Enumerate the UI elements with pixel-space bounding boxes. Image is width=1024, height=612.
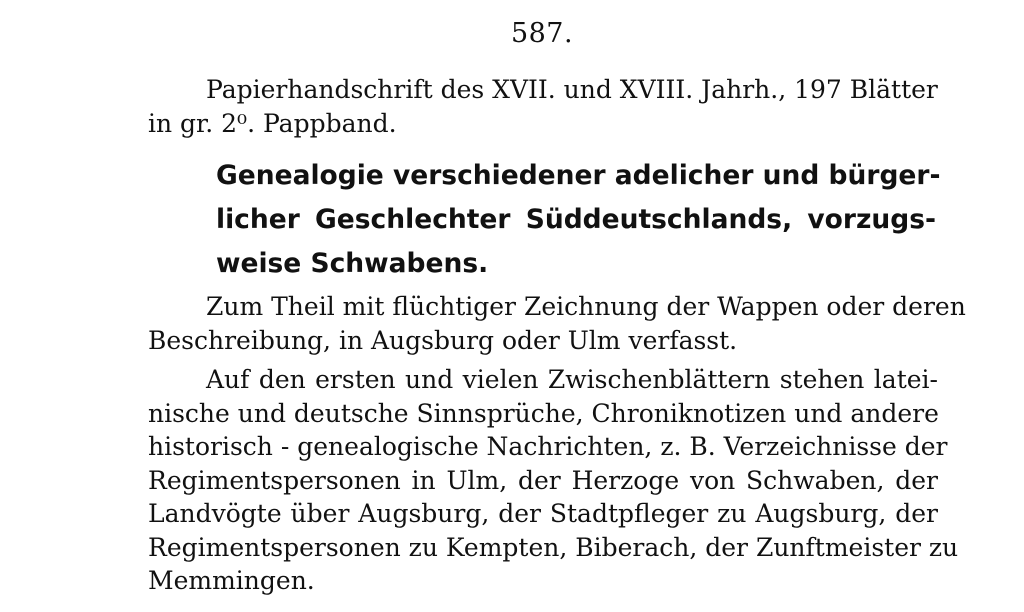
- paragraph-2-line-6: Regimentspersonen zu Kempten, Biberach, der Zunftmeister zu: [148, 532, 959, 562]
- paragraph-2: [148, 363, 959, 598]
- title-line-3: weise Schwabens.: [216, 248, 489, 279]
- page-number: 587.: [510, 18, 574, 49]
- title-line-1: Genealogie verschiedener adelicher und bürger-: [216, 160, 941, 191]
- meta-line-2: in gr. 2⁰. Pappband.: [148, 108, 397, 138]
- paragraph-1-line-1: Zum Theil mit flüchtiger Zeichnung der Wappen oder deren: [206, 292, 966, 321]
- paragraph-2-line-1: Auf den ersten und vielen Zwischenblättern stehen latei-: [206, 365, 938, 394]
- paragraph-1-line-2: Beschreibung, in Augsburg oder Ulm verfasst.: [148, 325, 738, 355]
- paragraph-2-line-3: historisch - genealogische Nachrichten, z. B. Verzeichnisse der: [148, 432, 948, 461]
- paragraph-2-line-4: Regimentspersonen in Ulm, der Herzoge von Schwaben, der: [148, 465, 938, 495]
- paragraph-1: [148, 290, 966, 357]
- manuscript-description: [148, 73, 938, 140]
- entry-title: [216, 154, 941, 286]
- paragraph-2-line-2: nische und deutsche Sinnsprüche, Chroniknotizen und andere: [148, 398, 939, 428]
- paragraph-2-line-7: Memmingen.: [148, 566, 315, 595]
- paragraph-2-line-5: Landvögte über Augsburg, der Stadtpfleger zu Augsburg, der: [148, 499, 938, 528]
- title-line-2: licher Geschlechter Süddeutschlands, vorzugs-: [216, 204, 936, 235]
- meta-line-1-text: Papierhandschrift des XVII. und XVIII. Jahrh., 197 Blätter: [206, 75, 938, 104]
- meta-line-1: [148, 73, 938, 107]
